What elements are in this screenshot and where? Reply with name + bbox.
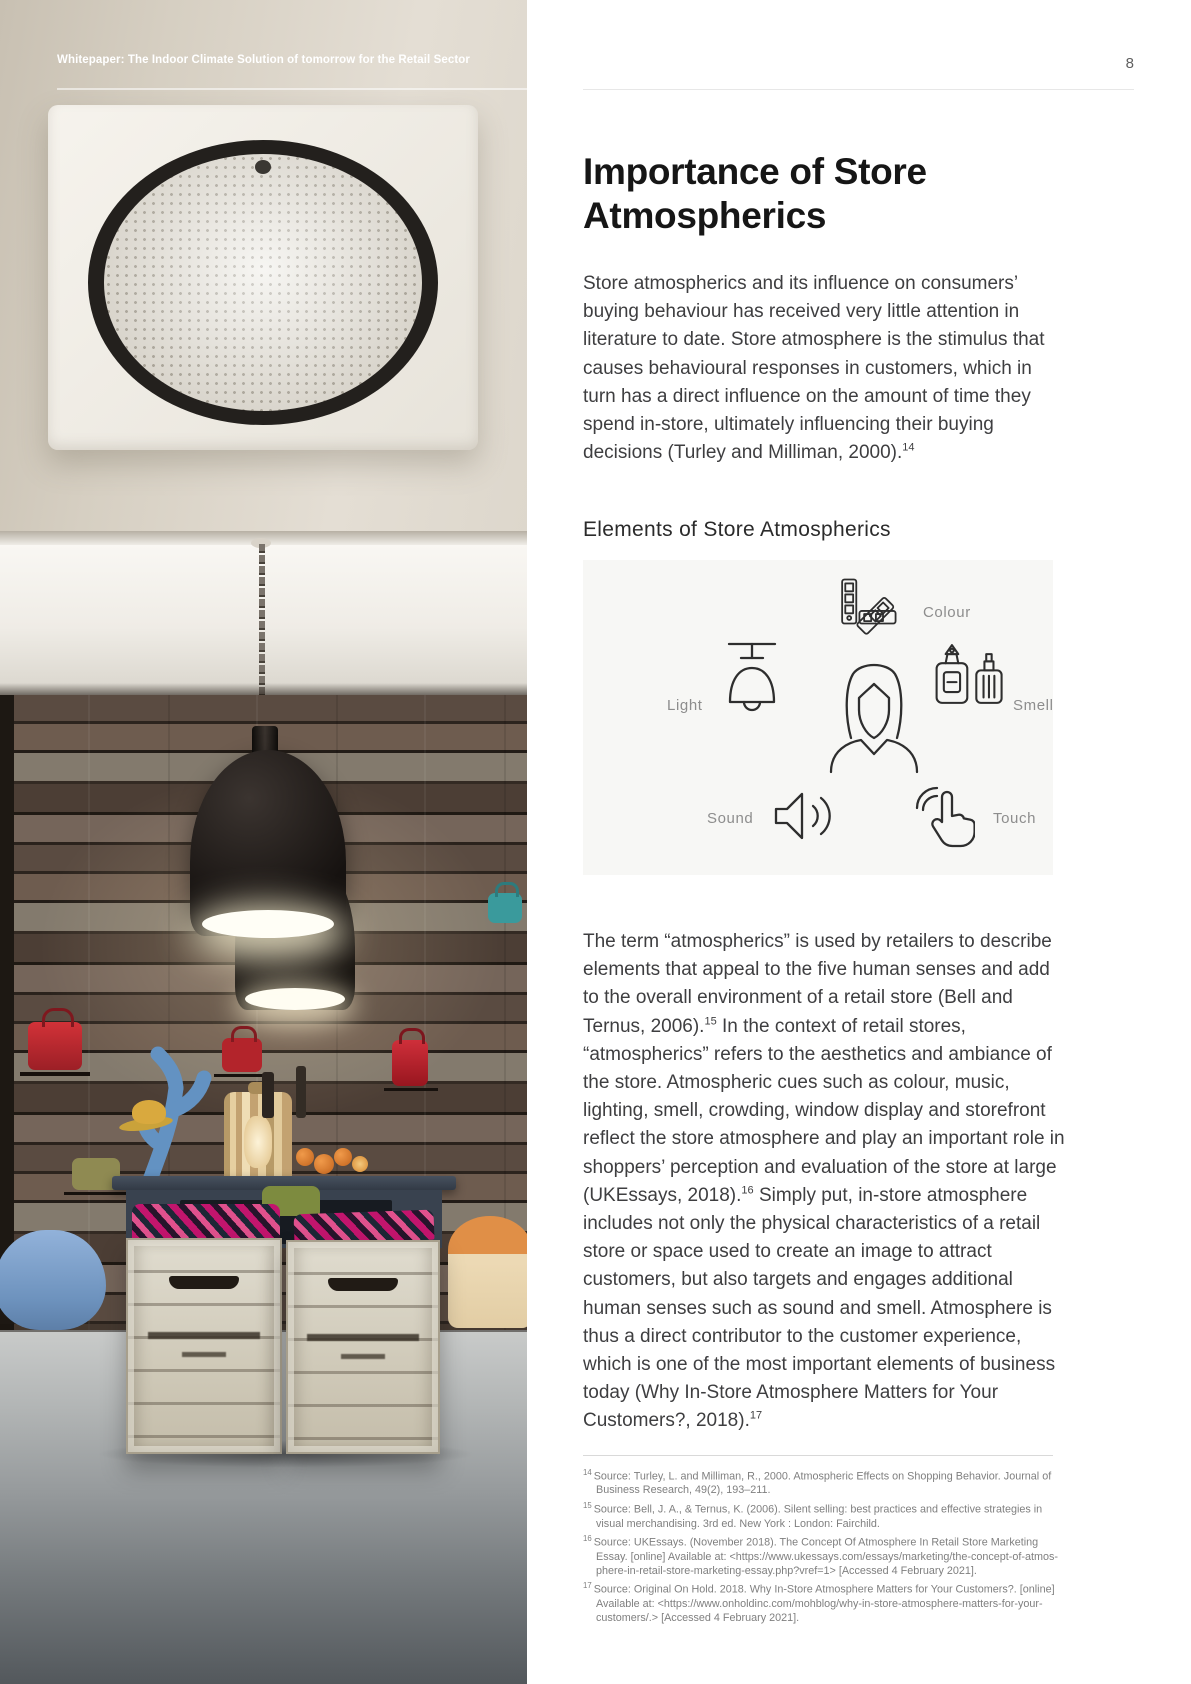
footnote-text: Source: Original On Hold. 2018. Why In-Store Atmosphere Matters for Your Customers?. [online] Available at: <https://www.onholdinc.com/mohblog/why-in-store-atmosphere-matters-for-your-customers/.> [Accessed 4 February 2021].	[593, 1583, 1055, 1624]
pendant-lamp-rear-glow	[245, 988, 345, 1010]
dark-bottle	[296, 1066, 306, 1118]
crate-stencil-text	[341, 1354, 385, 1359]
intro-paragraph-text: Store atmospherics and its influence on consumers’ buying behaviour has received very little attention in literature to date. Store atmosphere is the stimulus that causes behavioural responses in customers, which in turn has a direct influence on the amount of time they spend in-store, ultimately influencing their buying decisions (Turley and Milliman, 2000).	[583, 273, 1045, 464]
footnote-number: 14	[583, 1468, 592, 1477]
orange-fruit	[334, 1148, 352, 1166]
orange-slice	[352, 1156, 368, 1172]
crate-stencil-text	[148, 1332, 260, 1339]
light-label: Light	[667, 697, 703, 714]
red-handbag-left	[28, 1022, 82, 1070]
orange-fruit	[314, 1154, 334, 1174]
senses-diagram	[583, 560, 1053, 875]
footnotes	[583, 1466, 1059, 1626]
wall-shelf	[384, 1088, 438, 1091]
page-number: 8	[1125, 55, 1134, 72]
footnote-ref-14: 14	[902, 441, 915, 454]
perfume-bottles-icon	[933, 636, 1007, 717]
footnote-text: Source: Bell, J. A., & Ternus, K. (2006). Silent selling: best practices and effective strategies in visual merchandising. 3rd ed. New York : London: Fairchild.	[593, 1503, 1043, 1530]
colour-swatches-icon	[839, 576, 905, 643]
wall-shadow	[0, 683, 527, 695]
crate-stencil-text	[307, 1334, 419, 1341]
footnote-14	[583, 1466, 1059, 1498]
footnote-15	[583, 1499, 1059, 1531]
person-icon	[821, 642, 927, 779]
wall-edge	[0, 695, 14, 1330]
teal-handbag-handle	[495, 882, 519, 897]
footnote-17	[583, 1579, 1059, 1625]
touch-label: Touch	[993, 810, 1037, 827]
document-header: Whitepaper: The Indoor Climate Solution of tomorrow for the Retail Sector	[57, 54, 471, 66]
speaker-icon	[771, 786, 839, 851]
dark-bottle	[262, 1072, 274, 1118]
orange-pouf	[448, 1216, 527, 1328]
footnote-text: Source: UKEssays. (November 2018). The Concept Of Atmosphere In Retail Store Marketing Essay. [online] Available at: <https://www.ukessays.com/essays/marketing/the-concept-of-atmos-phere-in-retail-store-marketing-essay.php?vref=1> [Accessed 4 February 2021].	[593, 1536, 1058, 1577]
footnote-ref-17: 17	[749, 1410, 763, 1423]
yellow-hat	[132, 1100, 166, 1124]
touch-hand-icon	[911, 782, 975, 853]
wooden-crate-right	[286, 1240, 440, 1454]
pendant-light-icon	[721, 638, 783, 735]
footnote-16	[583, 1532, 1059, 1578]
colour-label: Colour	[923, 604, 971, 621]
orange-fruit	[296, 1148, 314, 1166]
pink-textile	[132, 1204, 280, 1240]
smell-label: Smell	[1013, 697, 1054, 714]
intro-paragraph	[583, 270, 1059, 467]
main-paragraph-seg3: Simply put, in-store atmosphere includes not only the physical characteristics of a retail store or space used to create an image to attract customers, but also targets and engages additional human senses such as sound and smell. Atmosphere is thus a direct contributor to the customer experience, which is one of the most important elements of business today (Why In-Store Atmosphere Matters for Your Customers?, 2018).	[583, 1184, 1056, 1432]
main-paragraph	[583, 928, 1067, 1436]
header-rule	[583, 89, 1134, 90]
footnote-ref-15: 15	[704, 1015, 717, 1028]
ac-cassette-knob	[255, 160, 271, 174]
footnote-number: 16	[583, 1534, 592, 1544]
main-paragraph-seg2: In the context of retail stores, “atmospherics” refers to the aesthetics and ambiance of the store. Atmospheric cues such as colour, music, lighting, smell, crowding, window display and storefront reflect the store atmosphere and play an important role in shoppers’ perception and evaluation of the store at large (UKEssays, 2018).	[583, 1015, 1065, 1206]
wooden-crate-left	[126, 1238, 282, 1454]
blue-pouf	[0, 1230, 106, 1330]
brass-lantern-glow	[244, 1116, 272, 1168]
page-title: Importance of Store Atmospherics	[583, 151, 927, 236]
footnote-text: Source: Turley, L. and Milliman, R., 2000. Atmospheric Effects on Shopping Behavior. Journal of Business Research, 49(2), 193–211.	[593, 1470, 1052, 1497]
footnote-ref-16: 16	[741, 1184, 754, 1197]
sound-label: Sound	[707, 810, 754, 827]
teal-handbag	[488, 893, 522, 923]
ac-cassette-grille	[104, 154, 422, 411]
red-handbag-right-handle	[399, 1028, 425, 1044]
crate-handle	[328, 1278, 398, 1291]
section-heading: Elements of Store Atmospherics	[583, 518, 891, 541]
crate-stencil-text	[182, 1352, 226, 1357]
footnote-number: 15	[583, 1501, 592, 1511]
wall-shelf	[64, 1192, 130, 1195]
red-handbag-right	[392, 1040, 428, 1086]
crate-handle	[169, 1276, 239, 1289]
main-paragraph-seg1: The term “atmospherics” is used by retailers to describe elements that appeal to the five human senses and add to the overall environment of a retail store (Bell and Ternus, 2006).	[583, 931, 1052, 1037]
wall-shelf	[20, 1072, 90, 1076]
pendant-lamp-front-glow	[202, 910, 334, 938]
footnote-divider	[583, 1455, 1053, 1456]
footnote-number: 17	[583, 1581, 592, 1591]
store-photo	[0, 0, 527, 1684]
red-handbag-left-handle	[42, 1008, 74, 1027]
header-rule	[57, 88, 527, 90]
